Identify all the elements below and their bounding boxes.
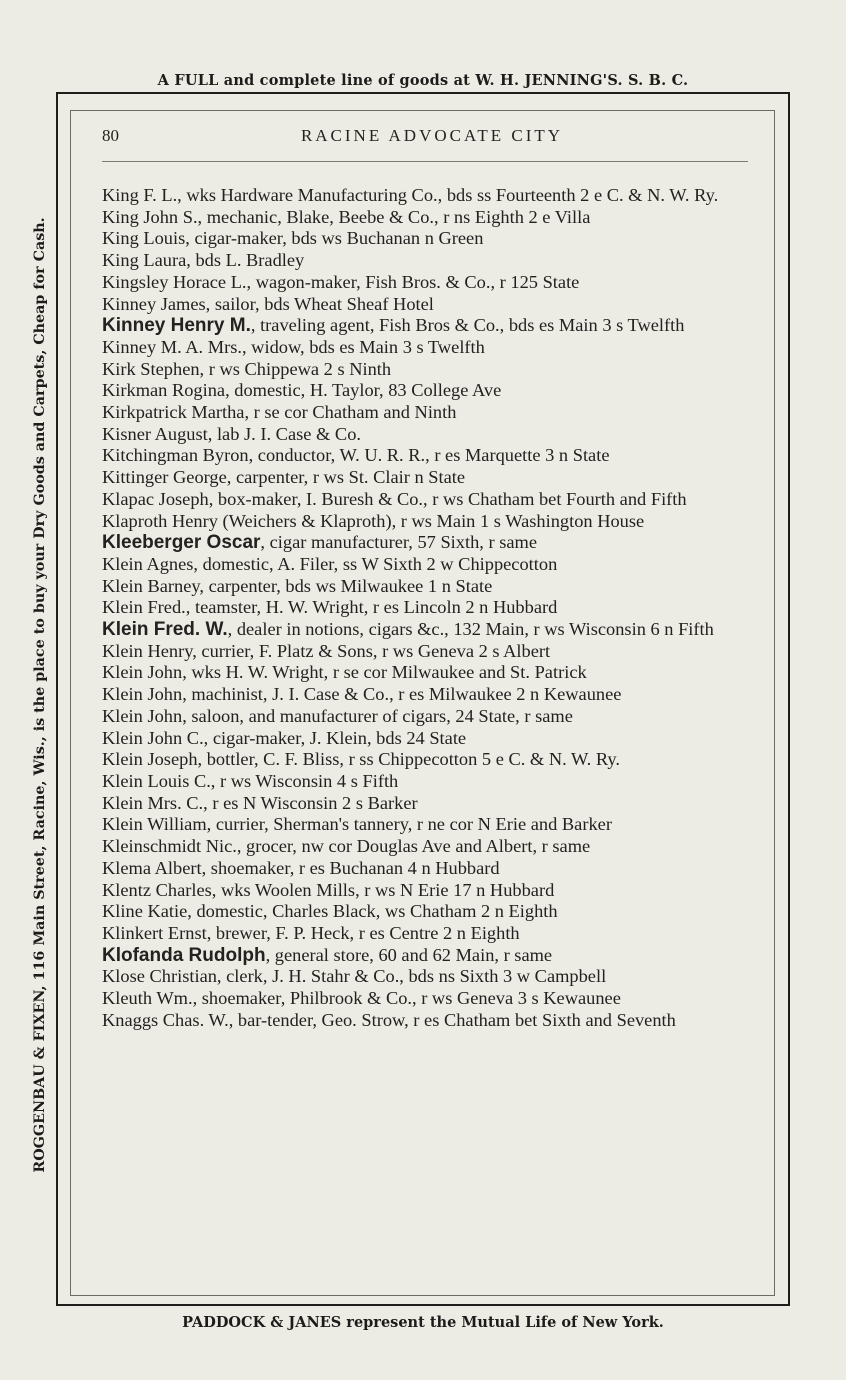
entry-text: Kirkman Rogina, domestic, H. Taylor, 83 College Ave (102, 380, 502, 401)
entry-text: , dealer in notions, cigars &c., 132 Main, r ws Wisconsin 6 n Fifth (227, 619, 714, 640)
directory-entry (102, 619, 748, 641)
directory-entry (102, 207, 748, 229)
directory-entry (102, 945, 748, 967)
entry-text: King John S., mechanic, Blake, Beebe & Co., r ns Eighth 2 e Villa (102, 206, 591, 227)
directory-entry (102, 662, 748, 684)
entry-text: Kirkpatrick Martha, r se cor Chatham and Ninth (102, 402, 457, 423)
directory-entry (102, 294, 748, 316)
entry-text: Kinney M. A. Mrs., widow, bds es Main 3 s Twelfth (102, 336, 485, 357)
entry-text: Kittinger George, carpenter, r ws St. Clair n State (102, 467, 466, 488)
directory-entry (102, 511, 748, 533)
entry-text: Klema Albert, shoemaker, r es Buchanan 4 n Hubbard (102, 857, 500, 878)
directory-entry (102, 728, 748, 750)
entry-text: Kleinschmidt Nic., grocer, nw cor Douglas Ave and Albert, r same (102, 836, 591, 857)
directory-entry (102, 706, 748, 728)
directory-entry (102, 966, 748, 988)
directory-entry (102, 749, 748, 771)
directory-entry (102, 359, 748, 381)
entry-bold-name: Klofanda Rudolph (102, 944, 266, 966)
directory-entry (102, 380, 748, 402)
entry-text: Klaproth Henry (Weichers & Klaproth), r ws Main 1 s Washington House (102, 510, 645, 531)
entry-text: Kitchingman Byron, conductor, W. U. R. R., r es Marquette 3 n State (102, 445, 610, 466)
entry-text: Kingsley Horace L., wagon-maker, Fish Bros. & Co., r 125 State (102, 271, 580, 292)
directory-entries (102, 185, 748, 1031)
directory-entry (102, 185, 748, 207)
entry-text: Klein Barney, carpenter, bds ws Milwaukee 1 n State (102, 575, 493, 596)
page-header (102, 126, 748, 152)
entry-text: Klein John, wks H. W. Wright, r se cor Milwaukee and St. Patrick (102, 662, 587, 683)
directory-entry (102, 445, 748, 467)
entry-bold-name: Klein Fred. W. (102, 619, 228, 641)
entry-text: Klein Joseph, bottler, C. F. Bliss, r ss Chippecotton 5 e C. & N. W. Ry. (102, 749, 620, 770)
entry-text: Kisner August, lab J. I. Case & Co. (102, 423, 361, 444)
entry-text: Knaggs Chas. W., bar-tender, Geo. Strow, r es Chatham bet Sixth and Seventh (102, 1009, 676, 1030)
entry-bold-name: Kleeberger Oscar (102, 532, 261, 554)
entry-text: , cigar manufacturer, 57 Sixth, r same (260, 532, 537, 553)
entry-text: Klapac Joseph, box-maker, I. Buresh & Co., r ws Chatham bet Fourth and Fifth (102, 488, 687, 509)
entry-text: Klein Mrs. C., r es N Wisconsin 2 s Barker (102, 792, 418, 813)
header-rule (102, 161, 748, 162)
bottom-advertisement: PADDOCK & JANES represent the Mutual Life of New York. (182, 1314, 664, 1331)
entry-text: Kinney James, sailor, bds Wheat Sheaf Hotel (102, 293, 434, 314)
entry-text: Klein Henry, currier, F. Platz & Sons, r ws Geneva 2 s Albert (102, 640, 551, 661)
entry-text: Klose Christian, clerk, J. H. Stahr & Co., bds ns Sixth 3 w Campbell (102, 966, 607, 987)
directory-entry (102, 1010, 748, 1032)
directory-entry (102, 641, 748, 663)
entry-text: Klein Louis C., r ws Wisconsin 4 s Fifth (102, 770, 399, 791)
directory-entry (102, 424, 748, 446)
side-advertisement: ROGGENBAU & FIXEN, 116 Main Street, Racine, Wis., is the place to buy your Dry Goods and Carpets, Cheap for Cash. (32, 217, 48, 1173)
page-number: 80 (102, 126, 119, 145)
entry-text: Klein Agnes, domestic, A. Filer, ss W Sixth 2 w Chippecotton (102, 553, 558, 574)
top-advertisement: A FULL and complete line of goods at W. H. JENNING'S. S. B. C. (157, 72, 689, 89)
entry-text: Kline Katie, domestic, Charles Black, ws Chatham 2 n Eighth (102, 901, 558, 922)
directory-entry (102, 337, 748, 359)
entry-text: Kleuth Wm., shoemaker, Philbrook & Co., r ws Geneva 3 s Kewaunee (102, 988, 621, 1009)
entry-text: King Laura, bds L. Bradley (102, 250, 305, 271)
directory-entry (102, 923, 748, 945)
directory-entry (102, 793, 748, 815)
directory-entry (102, 489, 748, 511)
entry-text: King F. L., wks Hardware Manufacturing Co., bds ss Fourteenth 2 e C. & N. W. Ry. (102, 185, 719, 205)
entry-text: Klein John, machinist, J. I. Case & Co., r es Milwaukee 2 n Kewaunee (102, 684, 622, 705)
entry-text: , general store, 60 and 62 Main, r same (265, 944, 553, 965)
directory-entry (102, 402, 748, 424)
entry-text: Klein John C., cigar-maker, J. Klein, bds 24 State (102, 727, 467, 748)
entry-text: , traveling agent, Fish Bros & Co., bds es Main 3 s Twelfth (250, 315, 685, 336)
directory-entry (102, 532, 748, 554)
entry-text: Kirk Stephen, r ws Chippewa 2 s Ninth (102, 358, 392, 379)
directory-entry (102, 272, 748, 294)
directory-entry (102, 315, 748, 337)
directory-entry (102, 576, 748, 598)
entry-text: King Louis, cigar-maker, bds ws Buchanan n Green (102, 228, 484, 249)
directory-entry (102, 814, 748, 836)
directory-entry (102, 988, 748, 1010)
directory-entry (102, 250, 748, 272)
directory-entry (102, 554, 748, 576)
running-title: RACINE ADVOCATE CITY (300, 126, 564, 145)
directory-entry (102, 771, 748, 793)
directory-entry (102, 467, 748, 489)
directory-entry (102, 228, 748, 250)
entry-text: Klentz Charles, wks Woolen Mills, r ws N Erie 17 n Hubbard (102, 879, 555, 900)
directory-entry (102, 901, 748, 923)
entry-text: Klein William, currier, Sherman's tannery, r ne cor N Erie and Barker (102, 814, 612, 835)
directory-entry (102, 684, 748, 706)
directory-entry (102, 858, 748, 880)
directory-entry (102, 597, 748, 619)
entry-text: Klein Fred., teamster, H. W. Wright, r es Lincoln 2 n Hubbard (102, 597, 558, 618)
entry-text: Klein John, saloon, and manufacturer of cigars, 24 State, r same (102, 705, 573, 726)
directory-entry (102, 836, 748, 858)
directory-entry (102, 880, 748, 902)
entry-text: Klinkert Ernst, brewer, F. P. Heck, r es Centre 2 n Eighth (102, 922, 520, 943)
entry-bold-name: Kinney Henry M. (102, 315, 251, 337)
